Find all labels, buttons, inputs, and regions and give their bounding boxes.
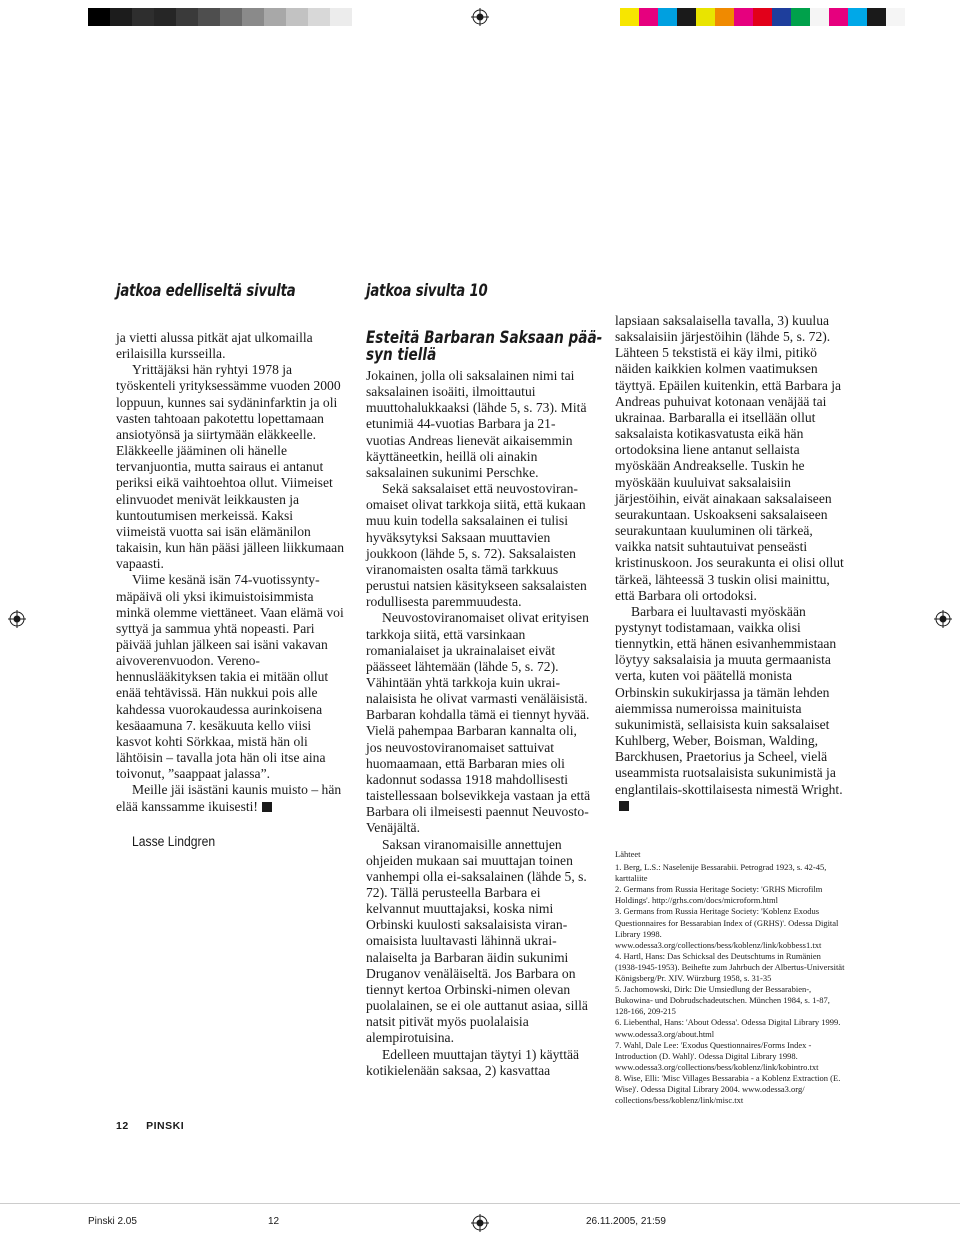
- left-column-body: [116, 330, 344, 815]
- middle-paragraph: Saksan viranomaisille annettujen ohjeiden mukaan sai muuttajan toinen vanhempi olla ei-saksalainen (lähde 5, s. 72). Tällä perusteella Barbara ei kelvannut muuttajaksi, koska nimi Orbinski kuulosti saksalaisista viranomaisista luultavasti lähinnä ukrainalaiselta ja Barbaran äidin sukunimi Druganov venäläiseltä. Jos Barbara on tiennyt kertoa Orbinski-nimen olevan puolalainen, se ei ole auttanut asiaa, sillä natsit pitivät myös puolalaisia alempirotuisina.: [366, 836, 588, 1046]
- left-paragraph: Yrittäjäksi hän ryhtyi 1978 ja työskenteli yrityksessämme vuoden 2000 loppuun, kunnes sai sydäninfarktin ja oli vasten tahtoaan pakotettu lopettamaan ansiotyönsä ja siirtymään eläkkeelle. Eläkkeelle jääminen oli hänelle tervanjuontia, mutta sairaus ei antanut periksi eikä vaihtoehtoa ollut. Viimeiset elinvuodet menivät leikkausten ja kuntoutumisen merkeissä. Kaksi viimeistä vuotta sai isän elämänilon takaisin, kun hän pääsi jälleen liikkumaan vapaasti.: [116, 362, 345, 572]
- grayscale-swatch: [198, 8, 220, 26]
- registration-crosshair-icon: [934, 610, 952, 628]
- page-folio: [116, 1120, 184, 1132]
- color-swatch: [772, 8, 791, 26]
- left-paragraph: Viime kesänä isän 74-vuotissyntymäpäivä oli yksi ikimuistoisimmista minkä olemme viettäneet. Vaan elämä voi syttyä ja sammua yhtä nopeasti. Pari päivää juhlan jälkeen sai isäni vakavan aivoverenvuodon. Verenohennuslääkityksen takia ei mitään ollut enää tehtävissä. Hän nukkui pois alle kahdessa vuorokaudessa aurinkoisena kesäaamuna 7. kesäkuuta kello viisi kasvot kohti Sörkkaa, mistä hän oli lähtöisin – tavalla jota hän oli itse aina toivonut, ”saappaat jalassa”.: [116, 572, 344, 782]
- grayscale-swatch: [242, 8, 264, 26]
- color-swatch: [677, 8, 696, 26]
- color-swatch: [848, 8, 867, 26]
- color-swatch: [753, 8, 772, 26]
- reference-item: 1. Berg, L.S.: Naselenije Bessarabii. Petrograd 1923, s. 42-45, karttaliite: [615, 862, 827, 884]
- reference-item: 7. Wahl, Dale Lee: 'Exodus Questionnaires/Forms Index - Introduction (D. Wahl)'. Odessa Digital Library 1998. www.odessa3.org/collections/bess/koblenz/link/kobintro.txt: [615, 1039, 819, 1072]
- registration-crosshair-icon: [471, 8, 489, 26]
- color-swatch: [620, 8, 639, 26]
- color-swatch: [639, 8, 658, 26]
- middle-column-body: [366, 328, 603, 1079]
- page-number: 12: [116, 1120, 129, 1132]
- slug-filename: Pinski 2.05: [88, 1216, 137, 1227]
- left-column-heading: jatkoa edelliseltä sivulta: [116, 281, 296, 301]
- grayscale-swatch: [308, 8, 330, 26]
- middle-paragraph: Jokainen, jolla oli saksalainen nimi tai saksalainen isoäiti, ilmoittautui muuttohalukkaaksi (lähde 5, s. 73). Mitä etunimiä 44-vuotias Barbara ja 21-vuotias Andreas lienevät aikaisemmin käyttäneetkin, heillä oli ainakin saksalainen sukunimi Perschke.: [366, 368, 587, 480]
- black-square-end-icon: [619, 801, 629, 811]
- black-square-end-icon: [262, 802, 272, 812]
- magazine-name: PINSKI: [146, 1120, 185, 1132]
- right-paragraph-closing: [615, 604, 847, 814]
- references-title: Lähteet: [615, 849, 641, 859]
- color-swatch: [734, 8, 753, 26]
- color-bar: [620, 8, 905, 26]
- references: [615, 849, 845, 1106]
- color-swatch: [696, 8, 715, 26]
- color-swatch: [715, 8, 734, 26]
- middle-column-heading: jatkoa sivulta 10: [366, 281, 488, 301]
- author-signature: Lasse Lindgren: [132, 834, 216, 849]
- grayscale-swatch: [154, 8, 176, 26]
- color-swatch: [886, 8, 905, 26]
- grayscale-swatch: [330, 8, 352, 26]
- color-swatch: [658, 8, 677, 26]
- middle-paragraph: Edelleen muuttajan täytyi 1) käyttää kotikielenään saksaa, 2) kasvattaa: [366, 1046, 580, 1078]
- color-swatch: [829, 8, 848, 26]
- middle-paragraph: Sekä saksalaiset että neuvostoviranomaiset olivat tarkkoja siitä, että kukaan muu kuin todella saksalainen ei tulisi hyväksytyksi Saksaan muuttavien joukkoon (lähde 5, s. 72). Saksalaisten viranomaisten osalta tämä tarkkuus perustui natsien käsitykseen saksalaisten rodullisesta paremmuudesta.: [366, 481, 587, 610]
- slug-page: 12: [268, 1216, 280, 1227]
- grayscale-swatch: [110, 8, 132, 26]
- grayscale-swatch: [264, 8, 286, 26]
- left-paragraph-closing-text: Meille jäi isästäni kaunis muisto – hän elää kanssamme ikuisesti!: [116, 782, 342, 814]
- reference-item: 3. Germans from Russia Heritage Society: 'Koblenz Exodus Questionnaires for Bessarabian Index of (GRHS)'. Odessa Digital Library 1998. www.odessa3.org/collections/bess/koblenz/link/kobbess1.txt: [615, 906, 839, 950]
- grayscale-swatch: [220, 8, 242, 26]
- grayscale-swatch: [88, 8, 110, 26]
- color-swatch: [791, 8, 810, 26]
- color-swatch: [810, 8, 829, 26]
- article-title: Esteitä Barbaran Saksaan pääsyn tiellä: [366, 328, 603, 365]
- grayscale-swatch: [176, 8, 198, 26]
- registration-crosshair-icon: [471, 1214, 489, 1232]
- slug-datetime: 26.11.2005, 21:59: [586, 1216, 666, 1227]
- left-paragraph: ja vietti alussa pitkät ajat ulkomailla erilaisilla kursseilla.: [116, 330, 313, 362]
- registration-crosshair-icon: [8, 610, 26, 628]
- reference-item: 2. Germans from Russia Heritage Society: 'GRHS Microfilm Holdings'. http://grhs.com/docs/microform.html: [615, 884, 823, 906]
- grayscale-swatch: [132, 8, 154, 26]
- reference-item: 8. Wise, Elli: 'Misc Villages Bessarabia - a Koblenz Extraction (E. Wise)'. Odessa Digital Library 2004. www.odessa3.org/ collections/bess/koblenz/link/misc.txt: [615, 1072, 841, 1106]
- right-column-body: [615, 313, 847, 814]
- reference-item: 4. Hartl, Hans: Das Schicksal des Deutschtums in Rumänien (1938-1945-1953). Beihefte zum Jahrbuch der Albertus-Universität Königsberg/Pr. XIV. Würzburg 1958, s. 31-35: [615, 950, 845, 984]
- reference-item: 6. Liebenthal, Hans: 'About Odessa'. Odessa Digital Library 1999. www.odessa3.org/about.html: [615, 1017, 841, 1039]
- left-paragraph-closing: [116, 782, 344, 814]
- grayscale-bar: [88, 8, 352, 26]
- color-swatch: [867, 8, 886, 26]
- reference-item: 5. Jachomowski, Dirk: Die Umsiedlung der Bessarabien-, Bukowina- und Dobrudschadeutschen. München 1984, s. 1-87, 128-166, 209-215: [615, 984, 830, 1017]
- right-paragraph-closing-text: Barbara ei luultavasti myöskään pystynyt todistamaan, vaikka olisi tiennytkin, että hänen esivanhemmistaan löytyy saksalaisia ja muuta germaanista verta, kuten voi päätellä monista Orbinskin sukukirjassa ja tämän lehden aiemmissa numeroissa mainituista sukunimistä, sellaisista kuin saksalaiset Kuhlberg, Weber, Boisman, Walding, Barckhusen, Praetorius ja Scheel, vielä useammista ruotsalaisista sukunimistä ja englantilais-skottilaisesta nimestä Wright.: [615, 603, 843, 797]
- slug-divider: [0, 1203, 960, 1204]
- right-paragraph: lapsiaan saksalaisella tavalla, 3) kuulua saksalaisiin järjestöihin (lähde 5, s. 72). Lähteen 5 tekstistä ei käy ilmi, pitikö näiden kaikkien kolmen vaatimuksen täyttyä. Epäilen kuitenkin, että Barbara ja Andreas puhuivat kotonaan venäjää tai ukrainaa. Barbaralla ei itsellään ollut saksalaista kotikasvatusta eikä hän ortodoksina liene antanut sellaista myöskään Andreakselle. Tuskin he myöskään kuuluivat saksalaisiin järjestöihin, eivät ainakaan saksalaiseen seurakuntaan. Uskoakseni saksalaiseen seurakuntaan kuuluminen oli tärkeä, vaikka natsit suhtautuivat penseästi kristinuskoon. Jos seurakunta ei olisi ollut tärkeä, lähteessä 3 tuskin olisi mainittu, että Barbara oli ortodoksi.: [615, 313, 844, 603]
- middle-paragraph: Neuvostoviranomaiset olivat erityisen tarkkoja siitä, että varsinkaan romanialaiset ja ukrainalaiset eivät päässeet lähtemään (lähde 5, s. 72). Vähintään yhtä tarkkoja kuin ukrainalaisista he olivat varmasti venäläisistä. Barbaran kohdalla tämä ei tiennyt hyvää. Vielä pahempaa Barbaran kannalta oli, jos neuvostoviranomaiset sattuivat huomaamaan, että Barbaran mies oli kadonnut sodassa 1918 mahdollisesti taistellessaan bolsevikkeja vastaan ja että Barbara oli ilmeisesti paennut Neuvosto-Venäjältä.: [366, 610, 591, 836]
- grayscale-swatch: [286, 8, 308, 26]
